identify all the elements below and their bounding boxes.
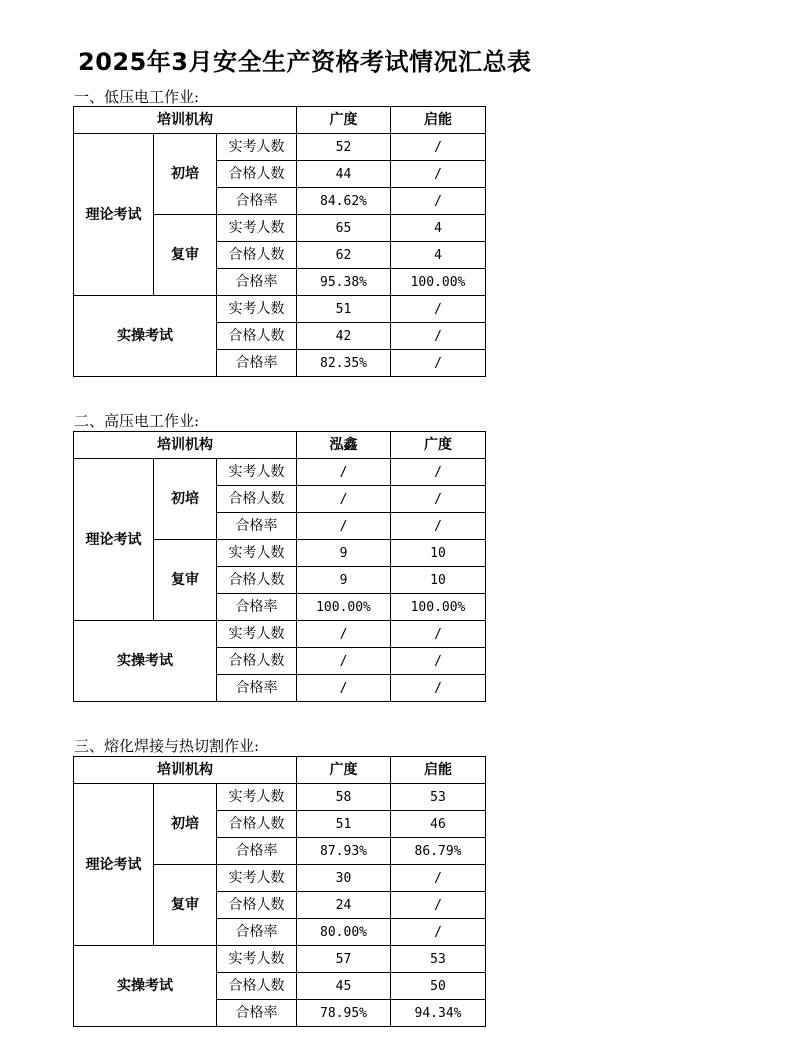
value-cell: / xyxy=(391,648,486,675)
value-cell: / xyxy=(391,134,486,161)
rate-label: 合格率 xyxy=(217,350,297,377)
value-cell: / xyxy=(297,459,391,486)
taken-label: 实考人数 xyxy=(217,540,297,567)
practical-exam-label: 实操考试 xyxy=(74,296,217,377)
header-org-1: 广度 xyxy=(297,107,391,134)
value-cell: 30 xyxy=(297,865,391,892)
section-title: 三、熔化焊接与热切割作业: xyxy=(74,737,260,755)
section-title: 一、低压电工作业: xyxy=(74,88,200,106)
value-cell: 84.62% xyxy=(297,188,391,215)
review-label: 复审 xyxy=(154,540,217,621)
taken-label: 实考人数 xyxy=(217,459,297,486)
value-cell: / xyxy=(391,161,486,188)
taken-label: 实考人数 xyxy=(217,784,297,811)
value-cell: / xyxy=(391,513,486,540)
header-org-1: 广度 xyxy=(297,757,391,784)
value-cell: 4 xyxy=(391,242,486,269)
value-cell: 9 xyxy=(297,540,391,567)
header-org-2: 启能 xyxy=(391,107,486,134)
rate-label: 合格率 xyxy=(217,675,297,702)
value-cell: 53 xyxy=(391,946,486,973)
header-row xyxy=(74,107,486,134)
header-row xyxy=(74,757,486,784)
header-org-1: 泓鑫 xyxy=(297,432,391,459)
value-cell: 9 xyxy=(297,567,391,594)
taken-label: 实考人数 xyxy=(217,134,297,161)
theory-exam-label: 理论考试 xyxy=(74,134,154,296)
value-cell: 51 xyxy=(297,296,391,323)
value-cell: / xyxy=(297,513,391,540)
value-cell: / xyxy=(391,350,486,377)
value-cell: 82.35% xyxy=(297,350,391,377)
taken-label: 实考人数 xyxy=(217,621,297,648)
exam-summary-table xyxy=(73,431,486,702)
value-cell: / xyxy=(297,648,391,675)
value-cell: / xyxy=(391,323,486,350)
practical-exam-label: 实操考试 xyxy=(74,621,217,702)
value-cell: 65 xyxy=(297,215,391,242)
value-cell: 50 xyxy=(391,973,486,1000)
initial-training-label: 初培 xyxy=(154,784,217,865)
value-cell: 58 xyxy=(297,784,391,811)
section-title: 二、高压电工作业: xyxy=(74,412,200,430)
rate-label: 合格率 xyxy=(217,594,297,621)
value-cell: 10 xyxy=(391,540,486,567)
value-cell: 62 xyxy=(297,242,391,269)
initial-training-label: 初培 xyxy=(154,134,217,215)
passed-label: 合格人数 xyxy=(217,973,297,1000)
taken-label: 实考人数 xyxy=(217,946,297,973)
value-cell: / xyxy=(297,621,391,648)
page-title: 2025年3月安全生产资格考试情况汇总表 xyxy=(78,48,532,76)
rate-label: 合格率 xyxy=(217,838,297,865)
value-cell: 51 xyxy=(297,811,391,838)
value-cell: / xyxy=(391,296,486,323)
passed-label: 合格人数 xyxy=(217,811,297,838)
value-cell: 4 xyxy=(391,215,486,242)
value-cell: 52 xyxy=(297,134,391,161)
value-cell: 87.93% xyxy=(297,838,391,865)
header-org-label: 培训机构 xyxy=(74,107,297,134)
value-cell: / xyxy=(297,486,391,513)
passed-label: 合格人数 xyxy=(217,567,297,594)
value-cell: 94.34% xyxy=(391,1000,486,1027)
passed-label: 合格人数 xyxy=(217,323,297,350)
value-cell: 44 xyxy=(297,161,391,188)
value-cell: 42 xyxy=(297,323,391,350)
passed-label: 合格人数 xyxy=(217,648,297,675)
taken-label: 实考人数 xyxy=(217,296,297,323)
value-cell: 10 xyxy=(391,567,486,594)
passed-label: 合格人数 xyxy=(217,486,297,513)
taken-label: 实考人数 xyxy=(217,215,297,242)
theory-exam-label: 理论考试 xyxy=(74,784,154,946)
value-cell: / xyxy=(391,188,486,215)
table-row xyxy=(74,946,486,973)
table-row xyxy=(74,134,486,161)
rate-label: 合格率 xyxy=(217,1000,297,1027)
value-cell: / xyxy=(297,675,391,702)
value-cell: 100.00% xyxy=(297,594,391,621)
header-org-2: 启能 xyxy=(391,757,486,784)
value-cell: / xyxy=(391,919,486,946)
exam-summary-table xyxy=(73,756,486,1027)
rate-label: 合格率 xyxy=(217,269,297,296)
taken-label: 实考人数 xyxy=(217,865,297,892)
value-cell: 100.00% xyxy=(391,269,486,296)
value-cell: 78.95% xyxy=(297,1000,391,1027)
practical-exam-label: 实操考试 xyxy=(74,946,217,1027)
rate-label: 合格率 xyxy=(217,919,297,946)
initial-training-label: 初培 xyxy=(154,459,217,540)
table-row xyxy=(74,459,486,486)
value-cell: / xyxy=(391,892,486,919)
header-org-label: 培训机构 xyxy=(74,432,297,459)
value-cell: 86.79% xyxy=(391,838,486,865)
review-label: 复审 xyxy=(154,865,217,946)
passed-label: 合格人数 xyxy=(217,892,297,919)
table-row xyxy=(74,784,486,811)
value-cell: 57 xyxy=(297,946,391,973)
passed-label: 合格人数 xyxy=(217,161,297,188)
table-row xyxy=(74,296,486,323)
exam-summary-table xyxy=(73,106,486,377)
value-cell: 53 xyxy=(391,784,486,811)
theory-exam-label: 理论考试 xyxy=(74,459,154,621)
header-org-2: 广度 xyxy=(391,432,486,459)
table-row xyxy=(74,621,486,648)
value-cell: 100.00% xyxy=(391,594,486,621)
value-cell: 95.38% xyxy=(297,269,391,296)
value-cell: 80.00% xyxy=(297,919,391,946)
review-label: 复审 xyxy=(154,215,217,296)
value-cell: / xyxy=(391,865,486,892)
value-cell: 24 xyxy=(297,892,391,919)
value-cell: / xyxy=(391,486,486,513)
value-cell: / xyxy=(391,621,486,648)
value-cell: / xyxy=(391,459,486,486)
rate-label: 合格率 xyxy=(217,188,297,215)
header-org-label: 培训机构 xyxy=(74,757,297,784)
value-cell: / xyxy=(391,675,486,702)
rate-label: 合格率 xyxy=(217,513,297,540)
value-cell: 45 xyxy=(297,973,391,1000)
header-row xyxy=(74,432,486,459)
value-cell: 46 xyxy=(391,811,486,838)
passed-label: 合格人数 xyxy=(217,242,297,269)
